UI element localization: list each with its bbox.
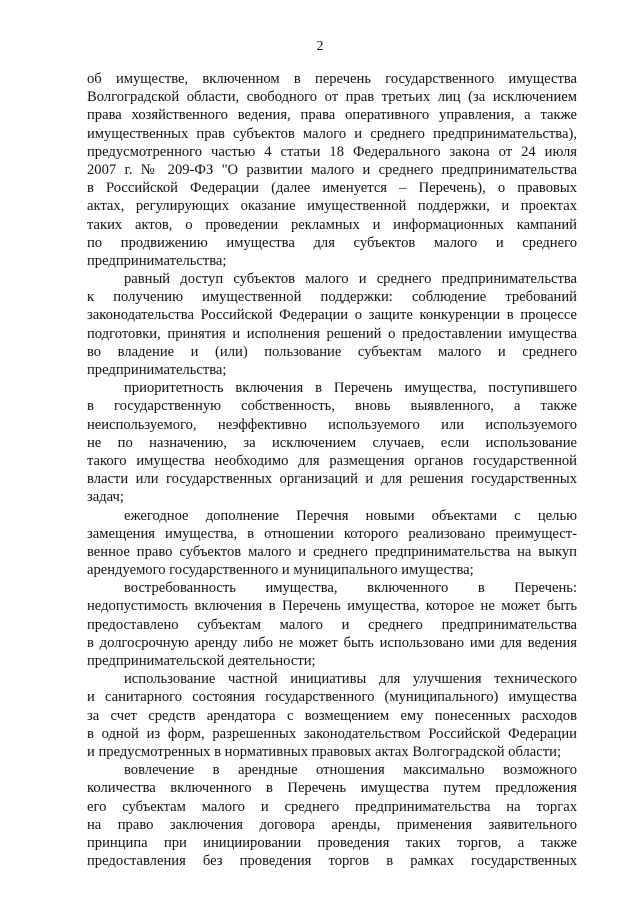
text-line: актах, регулирующих оказание имущественной поддержки, и проектах bbox=[87, 198, 577, 215]
text-line: ежегодное дополнение Перечня новыми объектами с целью bbox=[124, 507, 577, 524]
text-line: в Российской Федерации (далее именуется – Перечень), о правовых bbox=[87, 180, 577, 197]
text-line: и санитарного состояния государственного (муниципального) имущества bbox=[87, 689, 577, 706]
text-line: приоритетность включения в Перечень имущества, поступившего bbox=[124, 380, 577, 397]
text-line: равный доступ субъектов малого и среднего предпринимательства bbox=[124, 271, 577, 288]
text-line: его субъектам малого и среднего предпринимательства на торгах bbox=[87, 798, 577, 815]
text-line: венное право субъектов малого и среднего предпринимательства на выкуп bbox=[87, 543, 577, 560]
text-line: вовлечение в арендные отношения максимально возможного bbox=[124, 762, 577, 779]
text-line: предусмотренного частью 4 статьи 18 Федерального закона от 24 июля bbox=[87, 143, 577, 160]
text-line: не по назначению, за исключением случаев, если использование bbox=[87, 434, 577, 451]
text-line: власти или государственных организаций и для решения государственных bbox=[87, 471, 577, 488]
text-line: законодательства Российской Федерации о защите конкуренции в процессе bbox=[87, 307, 577, 324]
page-number: 2 bbox=[316, 39, 324, 54]
text-line: предпринимательской деятельности; bbox=[87, 653, 316, 669]
text-line: и предусмотренных в нормативных правовых актах Волгоградской области; bbox=[87, 743, 561, 760]
text-line: предоставлено субъектам малого и среднего предпринимательства bbox=[87, 616, 577, 633]
text-line: в государственную собственность, вновь выявленного, а также bbox=[87, 398, 577, 415]
text-line: использование частной инициативы для улучшения технического bbox=[124, 671, 577, 688]
text-line: в одной из форм, разрешенных законодательством Российской Федерации bbox=[87, 725, 577, 742]
text-line: недопустимость включения в Перечень имущества, которое не может быть bbox=[87, 598, 577, 615]
text-line: по продвижению имущества для субъектов малого и среднего bbox=[87, 234, 577, 251]
text-line: предоставления без проведения торгов в рамках государственных bbox=[87, 853, 577, 870]
text-line: права хозяйственного ведения, права оперативного управления, а также bbox=[87, 107, 577, 124]
text-line: во владение и (или) пользование субъектам малого и среднего bbox=[87, 343, 577, 360]
text-line: количества включенного в Перечень имущества путем предложения bbox=[87, 780, 577, 797]
text-line: таких актов, о проведении рекламных и информационных кампаний bbox=[87, 216, 577, 233]
text-line: подготовки, принятия и исполнения решений о предоставлении имущества bbox=[87, 325, 577, 342]
text-line: предпринимательства; bbox=[87, 252, 227, 269]
text-line: об имуществе, включенном в перечень государственного имущества bbox=[87, 71, 577, 87]
text-line: замещения имущества, в отношении которого реализовано преимущест- bbox=[87, 525, 577, 542]
document-body bbox=[87, 70, 577, 870]
text-line: за счет средств арендатора с возмещением ему понесенных расходов bbox=[87, 707, 577, 724]
text-line: 2007 г. № 209-ФЗ "О развитии малого и среднего предпринимательства bbox=[87, 161, 577, 178]
text-line: арендуемого государственного и муниципального имущества; bbox=[87, 562, 474, 579]
text-line: неиспользуемого, неэффективно используемого или используемого bbox=[87, 416, 577, 433]
text-line: в долгосрочную аренду либо не может быть использовано ими для ведения bbox=[87, 634, 577, 651]
text-line: предпринимательства; bbox=[87, 362, 227, 378]
text-line: на право заключения договора аренды, применения заявительного bbox=[87, 816, 577, 833]
text-line: к получению имущественной поддержки: соблюдение требований bbox=[87, 289, 577, 306]
text-line: задач; bbox=[87, 489, 124, 506]
text-line: имущественных прав субъектов малого и среднего предпринимательства), bbox=[87, 125, 577, 142]
text-line: востребованность имущества, включенного в Перечень: bbox=[124, 580, 577, 597]
text-line: такого имущества необходимо для размещения органов государственной bbox=[87, 452, 577, 469]
text-line: принципа при инициировании проведения таких торгов, а также bbox=[87, 834, 577, 851]
text-line: Волгоградской области, свободного от прав третьих лиц (за исключением bbox=[87, 89, 577, 106]
